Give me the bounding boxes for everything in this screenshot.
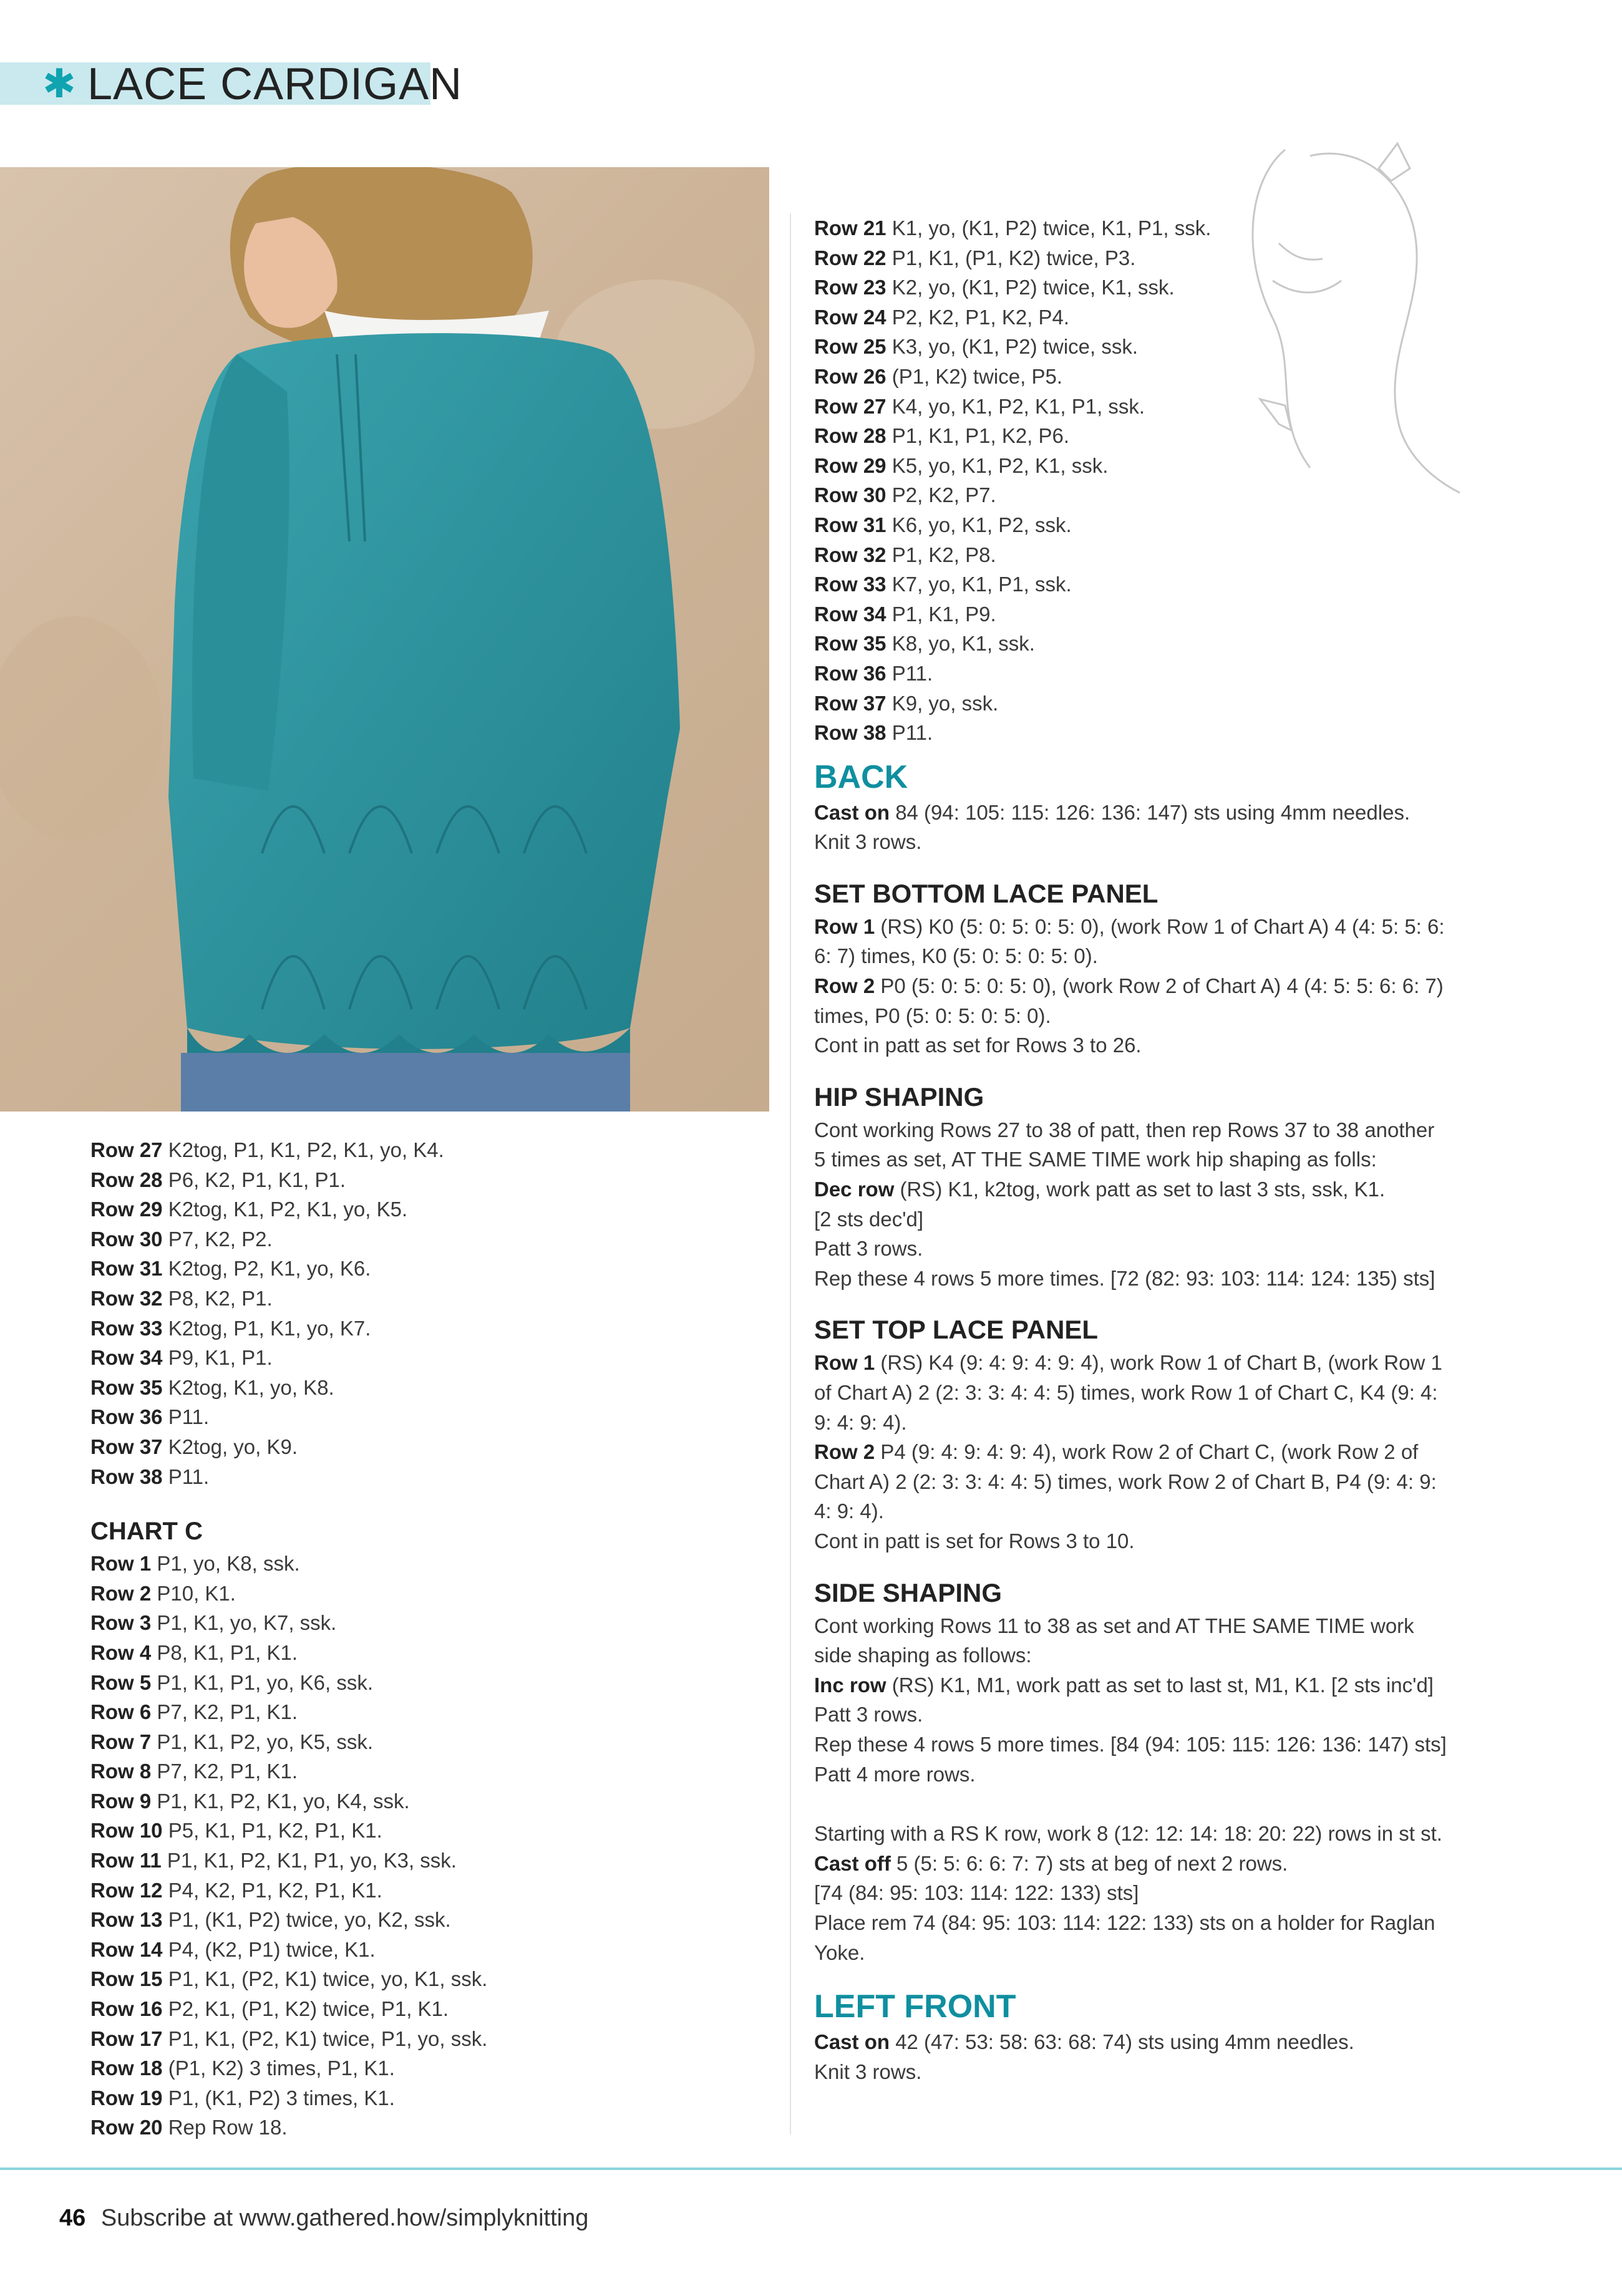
pattern-row: Row 35 K2tog, K1, yo, K8. xyxy=(90,1375,334,1399)
pattern-row: Row 26 (P1, K2) twice, P5. xyxy=(814,364,1062,388)
pattern-row: Row 24 P2, K2, P1, K2, P4. xyxy=(814,305,1070,329)
pattern-row: Row 30 P7, K2, P2. xyxy=(90,1227,273,1251)
chart-c-rows xyxy=(90,1549,752,2143)
pattern-row: Row 11 P1, K1, P2, K1, P1, yo, K3, ssk. xyxy=(90,1849,457,1872)
pattern-row: Row 18 (P1, K2) 3 times, P1, K1. xyxy=(90,2056,395,2080)
pattern-row: Row 25 K3, yo, (K1, P2) twice, ssk. xyxy=(814,335,1139,359)
pattern-row: Row 37 K2tog, yo, K9. xyxy=(90,1435,298,1458)
footer xyxy=(59,2205,588,2232)
instruction-line: [2 sts dec'd] xyxy=(814,1207,924,1231)
paragraph-gap xyxy=(814,1789,1513,1819)
pattern-row: Row 27 K4, yo, K1, P2, K1, P1, ssk. xyxy=(814,394,1145,418)
cardigan-photo-illustration xyxy=(0,167,769,1112)
pattern-row: Row 31 K2tog, P2, K1, yo, K6. xyxy=(90,1257,371,1281)
pattern-row: Row 38 P11. xyxy=(814,721,933,745)
instruction-line: Place rem 74 (84: 95: 103: 114: 122: 133) sts on a holder for Raglan xyxy=(814,1911,1435,1934)
instruction-line: Cont in patt is set for Rows 3 to 10. xyxy=(814,1529,1135,1552)
instruction-line: Inc row (RS) K1, M1, work patt as set to last st, M1, K1. [2 sts inc'd] xyxy=(814,1673,1434,1697)
pattern-row: Row 36 P11. xyxy=(90,1405,210,1429)
instruction-line: times, P0 (5: 0: 5: 0: 5: 0). xyxy=(814,1004,1051,1027)
pattern-row: Row 27 K2tog, P1, K1, P2, K1, yo, K4. xyxy=(90,1138,444,1161)
instruction-line: Dec row (RS) K1, k2tog, work patt as set to last 3 sts, ssk, K1. xyxy=(814,1178,1386,1201)
instruction-line: Chart A) 2 (2: 3: 3: 4: 4: 5) times, work Row 2 of Chart B, P4 (9: 4: 9: xyxy=(814,1470,1437,1493)
instruction-line: Rep these 4 rows 5 more times. [84 (94: 105: 115: 126: 136: 147) sts] xyxy=(814,1732,1447,1756)
pattern-row: Row 3 P1, K1, yo, K7, ssk. xyxy=(90,1611,337,1635)
left-front-heading: LEFT FRONT xyxy=(814,1988,1016,2025)
pattern-row: Row 32 P1, K2, P8. xyxy=(814,543,996,566)
pattern-row: Row 28 P1, K1, P1, K2, P6. xyxy=(814,424,1070,448)
instruction-line: Cont working Rows 11 to 38 as set and AT THE SAME TIME work xyxy=(814,1614,1414,1637)
pattern-row: Row 9 P1, K1, P2, K1, yo, K4, ssk. xyxy=(90,1789,410,1813)
instruction-line: Row 2 P4 (9: 4: 9: 4: 9: 4), work Row 2 of Chart C, (work Row 2 of xyxy=(814,1440,1419,1464)
pattern-row: Row 17 P1, K1, (P2, K1) twice, P1, yo, ssk. xyxy=(90,2027,488,2050)
pattern-row: Row 21 K1, yo, (K1, P2) twice, K1, P1, ssk. xyxy=(814,216,1212,240)
instruction-line: Patt 4 more rows. xyxy=(814,1762,976,1786)
asterisk-icon: ✱ xyxy=(42,61,76,106)
instruction-line: side shaping as follows: xyxy=(814,1644,1032,1667)
pattern-row: Row 32 P8, K2, P1. xyxy=(90,1286,273,1310)
left-front-cast-on: Cast on 42 (47: 53: 58: 63: 68: 74) sts using 4mm needles. xyxy=(814,2030,1354,2054)
instruction-line: Cast off 5 (5: 5: 6: 6: 7: 7) sts at beg of next 2 rows. xyxy=(814,1851,1288,1875)
pattern-row: Row 37 K9, yo, ssk. xyxy=(814,691,999,715)
chart-c-rows-continued xyxy=(814,213,1513,748)
pattern-row: Row 20 Rep Row 18. xyxy=(90,2116,288,2139)
instruction-line: 4: 9: 4). xyxy=(814,1499,884,1523)
instruction-line: 5 times as set, AT THE SAME TIME work hip shaping as folls: xyxy=(814,1148,1377,1171)
footer-rule xyxy=(0,2168,1622,2170)
left-front-knit: Knit 3 rows. xyxy=(814,2060,922,2083)
instruction-line: 6: 7) times, K0 (5: 0: 5: 0: 5: 0). xyxy=(814,944,1098,968)
pattern-row: Row 15 P1, K1, (P2, K1) twice, yo, K1, ssk. xyxy=(90,1967,488,1991)
pattern-row: Row 33 K2tog, P1, K1, yo, K7. xyxy=(90,1316,371,1340)
left-column xyxy=(90,1135,752,2143)
pattern-row: Row 16 P2, K1, (P1, K2) twice, P1, K1. xyxy=(90,1997,449,2021)
pattern-row: Row 2 P10, K1. xyxy=(90,1581,236,1605)
page-title: LACE CARDIGAN xyxy=(87,59,463,109)
instruction-line: Cont in patt as set for Rows 3 to 26. xyxy=(814,1034,1142,1057)
back-knit: Knit 3 rows. xyxy=(814,830,922,854)
pattern-row: Row 33 K7, yo, K1, P1, ssk. xyxy=(814,573,1072,596)
pattern-row: Row 23 K2, yo, (K1, P2) twice, K1, ssk. xyxy=(814,276,1175,299)
instruction-line: of Chart A) 2 (2: 3: 3: 4: 4: 5) times, work Row 1 of Chart C, K4 (9: 4: xyxy=(814,1381,1438,1404)
page-number: 46 xyxy=(59,2205,86,2231)
bottom-lace-heading: SET BOTTOM LACE PANEL xyxy=(814,878,1158,908)
top-lace-heading: SET TOP LACE PANEL xyxy=(814,1315,1099,1345)
pattern-row: Row 5 P1, K1, P1, yo, K6, ssk. xyxy=(90,1670,374,1694)
pattern-row: Row 8 P7, K2, P1, K1. xyxy=(90,1760,298,1783)
pattern-row: Row 7 P1, K1, P2, yo, K5, ssk. xyxy=(90,1730,374,1753)
instruction-line: Patt 3 rows. xyxy=(814,1703,923,1727)
subscribe-link[interactable]: Subscribe at www.gathered.how/simplyknitting xyxy=(100,2205,589,2231)
pattern-row: Row 29 K2tog, K1, P2, K1, yo, K5. xyxy=(90,1198,408,1221)
pattern-row: Row 13 P1, (K1, P2) twice, yo, K2, ssk. xyxy=(90,1908,451,1932)
pattern-row: Row 31 K6, yo, K1, P2, ssk. xyxy=(814,513,1072,536)
pattern-row: Row 38 P11. xyxy=(90,1465,210,1488)
instruction-line: Row 1 (RS) K4 (9: 4: 9: 4: 9: 4), work Row 1 of Chart B, (work Row 1 xyxy=(814,1351,1442,1375)
pattern-row: Row 35 K8, yo, K1, ssk. xyxy=(814,632,1035,656)
cardigan-photo xyxy=(0,167,769,1112)
instruction-line: [74 (84: 95: 103: 114: 122: 133) sts] xyxy=(814,1881,1139,1905)
instruction-line: Cont working Rows 27 to 38 of patt, then rep Rows 37 to 38 another xyxy=(814,1118,1435,1141)
instruction-line: Rep these 4 rows 5 more times. [72 (82: 93: 103: 114: 124: 135) sts] xyxy=(814,1266,1435,1290)
pattern-row: Row 12 P4, K2, P1, K2, P1, K1. xyxy=(90,1878,382,1902)
instruction-line: Yoke. xyxy=(814,1940,865,1964)
chart-c-heading: CHART C xyxy=(90,1518,203,1546)
pattern-row: Row 10 P5, K1, P1, K2, P1, K1. xyxy=(90,1819,382,1843)
pattern-row: Row 29 K5, yo, K1, P2, K1, ssk. xyxy=(814,453,1109,477)
instruction-line: 9: 4: 9: 4). xyxy=(814,1410,907,1434)
instruction-line: Starting with a RS K row, work 8 (12: 12: 14: 18: 20: 22) rows in st st. xyxy=(814,1822,1442,1846)
pattern-row: Row 34 P1, K1, P9. xyxy=(814,602,996,626)
back-heading: BACK xyxy=(814,758,908,795)
pattern-row: Row 19 P1, (K1, P2) 3 times, K1. xyxy=(90,2086,395,2110)
pattern-row: Row 36 P11. xyxy=(814,661,933,685)
pattern-row: Row 14 P4, (K2, P1) twice, K1. xyxy=(90,1937,376,1961)
pattern-row: Row 6 P7, K2, P1, K1. xyxy=(90,1700,298,1724)
back-cast-on: Cast on 84 (94: 105: 115: 126: 136: 147) sts using 4mm needles. xyxy=(814,800,1411,824)
column-divider xyxy=(790,213,791,2134)
side-shaping-heading: SIDE SHAPING xyxy=(814,1577,1003,1607)
pattern-row: Row 22 P1, K1, (P1, K2) twice, P3. xyxy=(814,246,1136,269)
hip-shaping-heading: HIP SHAPING xyxy=(814,1082,984,1112)
instruction-line: Patt 3 rows. xyxy=(814,1237,923,1261)
instruction-line: Row 1 (RS) K0 (5: 0: 5: 0: 5: 0), (work Row 1 of Chart A) 4 (4: 5: 5: 6: xyxy=(814,914,1445,938)
pattern-row: Row 1 P1, yo, K8, ssk. xyxy=(90,1552,300,1576)
chart-b-rows-continued xyxy=(90,1135,752,1491)
pattern-row: Row 30 P2, K2, P7. xyxy=(814,483,996,507)
instruction-line: Row 2 P0 (5: 0: 5: 0: 5: 0), (work Row 2 of Chart A) 4 (4: 5: 5: 6: 6: 7) xyxy=(814,974,1444,998)
pattern-row: Row 28 P6, K2, P1, K1, P1. xyxy=(90,1168,346,1191)
pattern-row: Row 34 P9, K1, P1. xyxy=(90,1346,273,1370)
right-column xyxy=(814,213,1513,2086)
pattern-row: Row 4 P8, K1, P1, K1. xyxy=(90,1640,298,1664)
